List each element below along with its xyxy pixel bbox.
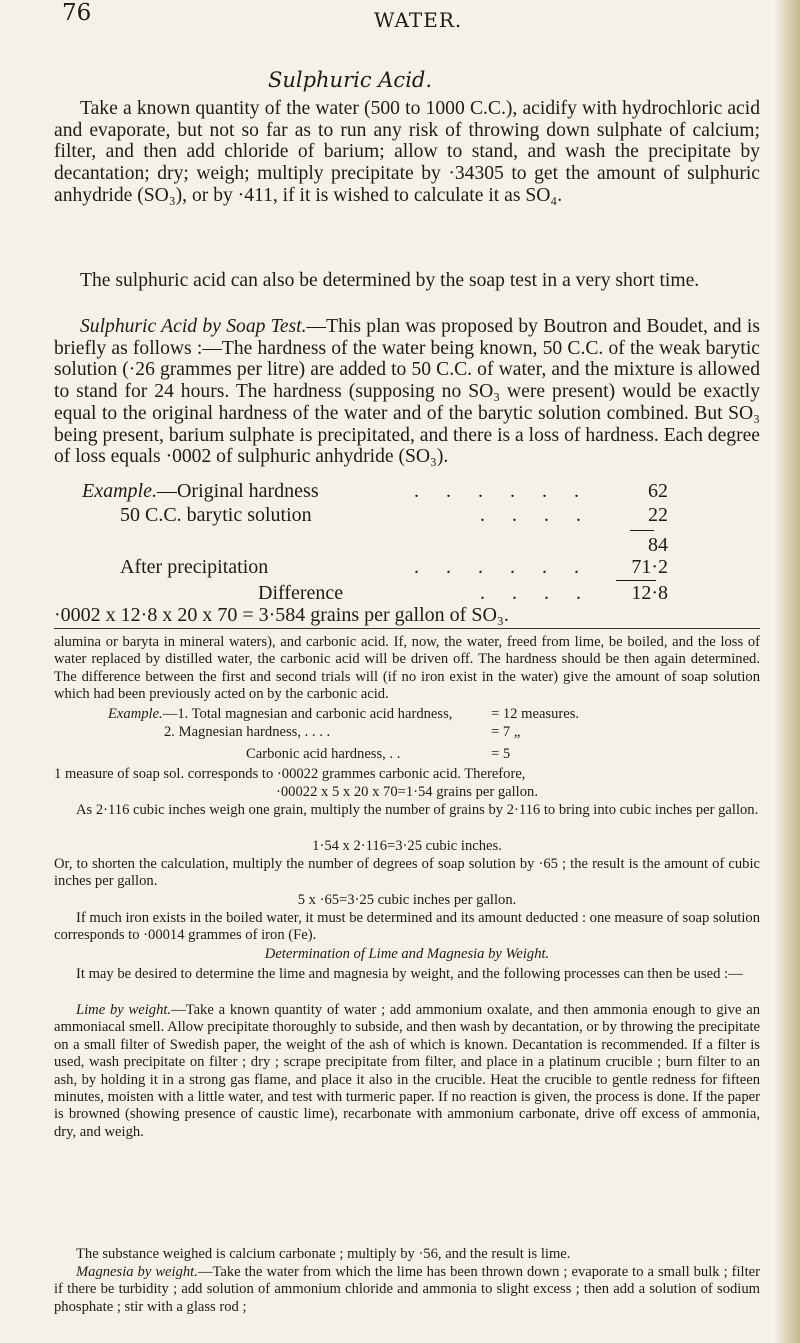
footnote-example-row-1-value: = 12 measures. bbox=[491, 706, 580, 722]
example-row-1-value: 62 bbox=[648, 480, 668, 502]
example-row-3-value: 84 bbox=[648, 534, 668, 556]
example-row-4-value: 71·2 bbox=[631, 556, 668, 578]
footnote-subheading: Determination of Lime and Magnesia by Weight. bbox=[264, 946, 550, 962]
footnote-paragraph-1: alumina or baryta in mineral waters), and carbonic acid. If, now, the water, freed from lime, be boiled, and the loss of water replaced by distilled water, the carbonic acid will be driven off. The hardness should be then again determined. The difference between the first and second trials will (if no iron exist in the water) give the amount of soap solution which had been previously acted on by the carbonic acid. bbox=[54, 634, 760, 703]
footnote-example-row-1: Example.—1. Total magnesian and carbonic acid hardness, bbox=[108, 706, 453, 722]
example-result: ·0002 x 12·8 x 20 x 70 = 3·584 grains per gallon of SO₃. bbox=[54, 604, 509, 626]
example-row-2-leader: . . . . bbox=[480, 504, 592, 526]
sum-rule-2 bbox=[616, 580, 656, 581]
footnote-paragraph-4: Or, to shorten the calculation, multiply the number of degrees of soap solution by ·65 ; the result is the amount of cubic inches per gallon. bbox=[54, 856, 760, 890]
example-row-1: Example.—Original hardness bbox=[82, 480, 319, 502]
example-row-1-leader: . . . . . . bbox=[414, 480, 590, 502]
footnote-paragraph-lime: Lime by weight.—Take a known quantity of water ; add ammonium oxalate, and then ammonia enough to give an ammoniacal smell. Allow precipitate thoroughly to subside, and then wash by decantation, or by throwing the precipitate on a small filter of Swedish paper, the weight of the ash of which is known. Decantation is recommended. If a filter is used, wash precipitate on filter ; dry ; scrape precipitate from filter, and place in a platinum crucible ; burn filter to an ash, by holding it in a strong gas flame, and place it also in the crucible. Heat the crucible to gentle redness for fifteen minutes, moisten with a little water, and test with turmeric paper. If no reaction is given, the process is done. If the paper is browned (showing presence of caustic lime), recarbonate with ammonium carbonate, drive off excess of ammonia, dry, and weigh. bbox=[54, 1002, 760, 1140]
footnote-paragraph-7: The substance weighed is calcium carbonate ; multiply by ·56, and the result is lime. bbox=[76, 1246, 571, 1262]
example-row-4-leader: . . . . . . bbox=[414, 556, 590, 578]
section-title: Sulphuric Acid. bbox=[267, 68, 433, 92]
footnote-example-row-2: 2. Magnesian hardness, . . . . bbox=[164, 724, 331, 740]
page-edge-shadow bbox=[774, 0, 800, 1343]
footnote-paragraph-6: It may be desired to determine the lime and magnesia by weight, and the following processes can then be used :— bbox=[76, 966, 743, 982]
footnote-paragraph-magnesia: Magnesia by weight.—Take the water from which the lime has been thrown down ; evaporate to a small bulk ; filter if there be turbidity ; add solution of ammonium chloride and ammonia to slight excess ; then add a solution of sodium phosphate ; stir with a glass rod ; bbox=[54, 1264, 760, 1315]
example-row-2-value: 22 bbox=[648, 504, 668, 526]
paragraph-soap-test-body: —This plan was proposed by Boutron and Boudet, and is briefly as follows :—The hardness of the water being known, 50 C.C. of the weak barytic solution (·26 grammes per litre) are added to 50 C.C. of water, and the mixture is allowed to stand for 24 hours. The hardness (supposing no SO₃ were present) would be exactly equal to the original hardness of the water and of the barytic solution combined. But SO₃ being present, barium sulphate is precipitated, and there is a loss of hardness. Each degree of loss equals ·0002 of sulphuric anhydride (SO₃). bbox=[54, 316, 760, 468]
footnote-rule bbox=[54, 628, 760, 629]
footnote-formula-2: 1·54 x 2·116=3·25 cubic inches. bbox=[312, 838, 502, 854]
example-row-2: 50 C.C. barytic solution bbox=[120, 504, 312, 526]
paragraph-soap-test-title: Sulphuric Acid by Soap Test. bbox=[80, 316, 307, 337]
footnote-example-row-3: Carbonic acid hardness, . . bbox=[246, 746, 401, 762]
page-number: 76 bbox=[62, 0, 92, 26]
footnote-paragraph-5: If much iron exists in the boiled water, it must be determined and its amount deducted : one measure of soap solution corresponds to ·00014 grammes of iron (Fe). bbox=[54, 910, 760, 944]
paragraph-soap-test-intro: The sulphuric acid can also be determined by the soap test in a very short time. bbox=[80, 270, 700, 291]
footnote-example-row-3-value: = 5 bbox=[491, 746, 511, 762]
sum-rule-1 bbox=[630, 530, 654, 531]
footnote-example-row-2-value: = 7 „ bbox=[491, 724, 521, 740]
example-row-4: After precipitation bbox=[120, 556, 269, 578]
footnote-formula-3: 5 x ·65=3·25 cubic inches per gallon. bbox=[297, 892, 517, 908]
footnote-formula-1: ·00022 x 5 x 20 x 70=1·54 grains per gallon. bbox=[276, 784, 538, 800]
example-row-5-leader: . . . . bbox=[480, 582, 592, 604]
paragraph-soap-test bbox=[54, 316, 760, 468]
example-label: Example. bbox=[82, 480, 157, 502]
footnote-paragraph-3: As 2·116 cubic inches weigh one grain, multiply the number of grains by 2·116 to bring into cubic inches per gallon. bbox=[76, 802, 759, 818]
footnote-paragraph-2: 1 measure of soap sol. corresponds to ·00022 grammes carbonic acid. Therefore, bbox=[54, 766, 526, 782]
example-row-5-value: 12·8 bbox=[631, 582, 668, 604]
running-head: WATER. bbox=[374, 8, 463, 32]
paragraph-sulphuric-acid-method: Take a known quantity of the water (500 to 1000 C.C.), acidify with hydrochloric acid and evaporate, but not so far as to run any risk of throwing down sulphate of calcium; filter, and then add chloride of barium; allow to stand, and wash the precipitate by decantation; dry; weigh; multiply precipitate by ·34305 to get the amount of sulphuric anhydride (SO₃), or by ·411, if it is wished to calculate it as SO₄. bbox=[54, 98, 760, 206]
example-row-5: Difference bbox=[258, 582, 344, 604]
